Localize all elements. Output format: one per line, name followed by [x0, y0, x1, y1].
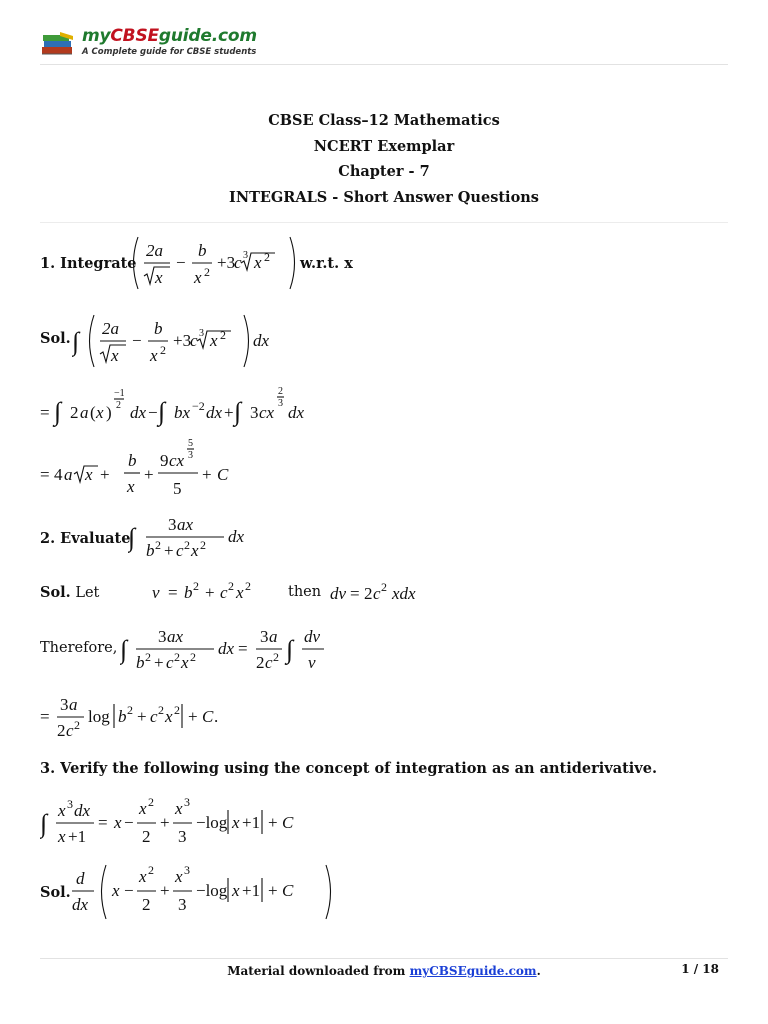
svg-text:3: 3	[184, 863, 190, 877]
svg-text:+: +	[268, 813, 278, 832]
svg-text:2: 2	[264, 250, 270, 264]
svg-text:x: x	[58, 827, 66, 846]
svg-text:2: 2	[228, 580, 234, 593]
svg-text:b: b	[128, 451, 137, 470]
svg-text:C: C	[282, 813, 294, 832]
svg-text:3: 3	[184, 795, 190, 809]
svg-text:2: 2	[184, 538, 190, 552]
svg-text:dx: dx	[253, 331, 270, 350]
svg-text:2: 2	[116, 400, 121, 411]
svg-text:x: x	[139, 867, 147, 886]
q3-statement	[40, 794, 340, 852]
svg-text:d: d	[76, 869, 85, 888]
svg-text:3: 3	[168, 515, 177, 534]
q2-substitution	[150, 580, 280, 606]
svg-text:x: x	[127, 477, 135, 496]
svg-text:x: x	[236, 583, 244, 602]
svg-text:b: b	[146, 541, 155, 560]
svg-text:2: 2	[174, 703, 180, 717]
svg-text:x: x	[210, 331, 218, 350]
svg-text:x: x	[175, 799, 183, 818]
q2-therefore-text: Therefore,	[40, 640, 118, 656]
svg-text:v: v	[152, 583, 160, 602]
svg-text:cx: cx	[259, 403, 275, 422]
svg-text:+1: +1	[242, 813, 261, 832]
svg-text:x: x	[181, 653, 189, 672]
svg-text:3: 3	[199, 328, 204, 339]
svg-text:+: +	[160, 881, 170, 900]
svg-text:3: 3	[178, 895, 187, 914]
svg-text:∫: ∫	[158, 397, 166, 426]
q2-differential	[328, 580, 438, 606]
site-logo[interactable]	[40, 26, 270, 62]
footer-note	[0, 964, 768, 978]
svg-text:9: 9	[160, 451, 169, 470]
title-line-chapter: Chapter - 7	[338, 163, 430, 180]
svg-text:dx: dx	[74, 801, 91, 820]
svg-text:∫: ∫	[286, 635, 294, 664]
svg-text:∫: ∫	[72, 327, 80, 356]
svg-text:x: x	[112, 881, 120, 900]
svg-text:=: =	[238, 639, 248, 658]
svg-text:(: (	[90, 403, 96, 422]
svg-text:b: b	[136, 653, 145, 672]
svg-text:x: x	[155, 268, 163, 287]
svg-text:2: 2	[245, 580, 251, 593]
svg-text:2: 2	[57, 721, 66, 740]
svg-text:+: +	[164, 541, 174, 560]
title-divider	[40, 222, 728, 223]
svg-text:C: C	[282, 881, 294, 900]
svg-text:5: 5	[188, 438, 193, 449]
svg-text:): )	[106, 403, 112, 422]
svg-text:−: −	[132, 331, 142, 350]
page-number: 1 / 18	[681, 962, 719, 976]
svg-text:+: +	[144, 465, 154, 484]
svg-text:a: a	[80, 403, 89, 422]
svg-text:c: c	[234, 253, 242, 272]
svg-text:xdx: xdx	[392, 584, 416, 603]
svg-text:2: 2	[70, 403, 79, 422]
svg-text:+: +	[205, 583, 215, 602]
svg-text:−log: −log	[196, 813, 228, 832]
svg-text:c: c	[66, 721, 74, 740]
document-title	[0, 108, 768, 210]
svg-text:2: 2	[273, 650, 279, 664]
svg-text:dx: dx	[130, 403, 147, 422]
svg-text:+: +	[202, 465, 212, 484]
svg-text:2: 2	[256, 653, 265, 672]
svg-text:x: x	[85, 465, 93, 484]
svg-text:=: =	[40, 403, 50, 422]
logo-wordmark: myCBSEguide.com	[82, 26, 257, 46]
svg-text:2: 2	[174, 650, 180, 664]
svg-text:+1: +1	[242, 881, 261, 900]
svg-text:x: x	[175, 867, 183, 886]
svg-text:dx: dx	[218, 639, 235, 658]
footer-text: Material downloaded from	[227, 964, 410, 978]
svg-text:∫: ∫	[234, 397, 242, 426]
svg-text:+: +	[154, 653, 164, 672]
svg-text:b: b	[154, 319, 163, 338]
question-3-prompt: 3. Verify the following using the concept of integration as an antiderivative.	[40, 760, 658, 777]
svg-text:=: =	[40, 465, 50, 484]
svg-text:2: 2	[193, 580, 199, 593]
footer-site-link[interactable]: myCBSEguide.com	[409, 964, 537, 978]
svg-text:2: 2	[142, 827, 151, 846]
svg-text:c: c	[373, 584, 381, 603]
svg-text:3: 3	[188, 450, 193, 461]
svg-text:2: 2	[155, 538, 161, 552]
svg-text:+3: +3	[217, 253, 236, 272]
svg-text:3: 3	[250, 403, 259, 422]
svg-text:3: 3	[278, 398, 283, 409]
svg-text:bx: bx	[174, 403, 191, 422]
svg-text:x: x	[114, 813, 122, 832]
svg-text:2: 2	[74, 718, 80, 732]
svg-text:2: 2	[127, 703, 133, 717]
svg-text:∫: ∫	[40, 809, 48, 838]
title-line-book: NCERT Exemplar	[313, 137, 455, 155]
svg-text:b: b	[184, 583, 193, 602]
footer-divider	[40, 958, 728, 959]
q3-solution-label: Sol.	[40, 884, 71, 901]
q1-solution-label: Sol.	[40, 330, 71, 347]
svg-text:3: 3	[178, 827, 187, 846]
svg-text:dx: dx	[288, 403, 305, 422]
svg-text:ax: ax	[167, 627, 184, 646]
svg-text:cx: cx	[169, 451, 185, 470]
svg-text:log: log	[88, 707, 110, 726]
svg-text:−: −	[176, 253, 186, 272]
svg-text:2a: 2a	[146, 241, 163, 260]
svg-text:x: x	[58, 801, 66, 820]
q1-solution-integral	[72, 312, 282, 370]
svg-text:+: +	[188, 707, 198, 726]
svg-text:4: 4	[54, 465, 63, 484]
header-divider	[40, 64, 728, 65]
q2-solution-label: Sol.	[40, 584, 71, 601]
svg-text:c: c	[176, 541, 184, 560]
q2-result	[40, 692, 260, 742]
svg-text:x: x	[232, 881, 240, 900]
svg-text:C: C	[217, 465, 229, 484]
q3-solution-derivative	[72, 862, 342, 922]
svg-text:c: c	[150, 707, 158, 726]
svg-text:2a: 2a	[102, 319, 119, 338]
svg-text:2: 2	[158, 703, 164, 717]
svg-text:3: 3	[260, 627, 269, 646]
svg-text:c: c	[166, 653, 174, 672]
svg-text:=: =	[98, 813, 108, 832]
title-line-course: CBSE Class–12 Mathematics	[268, 112, 500, 129]
svg-text:x: x	[165, 707, 173, 726]
svg-text:2: 2	[364, 584, 373, 603]
svg-text:+: +	[268, 881, 278, 900]
q2-transformed-integral	[120, 622, 340, 678]
svg-text:−: −	[124, 881, 134, 900]
svg-text:∫: ∫	[54, 397, 62, 426]
svg-text:2: 2	[160, 343, 166, 357]
svg-text:dx: dx	[206, 403, 223, 422]
q2-then-text: then	[288, 584, 322, 600]
svg-text:dv: dv	[330, 584, 347, 603]
svg-text:a: a	[69, 695, 78, 714]
svg-text:2: 2	[200, 538, 206, 552]
q2-expression	[128, 510, 258, 566]
svg-text:−: −	[148, 403, 158, 422]
svg-text:a: a	[269, 627, 278, 646]
svg-text:2: 2	[145, 650, 151, 664]
svg-text:+: +	[224, 403, 234, 422]
svg-text:x: x	[191, 541, 199, 560]
svg-text:x: x	[194, 268, 202, 287]
svg-text:+: +	[100, 465, 110, 484]
svg-text:3: 3	[158, 627, 167, 646]
svg-text:+: +	[137, 707, 147, 726]
svg-text:3: 3	[243, 250, 248, 261]
q1-result	[40, 436, 300, 500]
svg-text:x: x	[111, 346, 119, 365]
svg-text:c: c	[220, 583, 228, 602]
svg-text:=: =	[40, 707, 50, 726]
svg-text:−log: −log	[196, 881, 228, 900]
svg-text:b: b	[118, 707, 127, 726]
title-line-topic: INTEGRALS - Short Answer Questions	[229, 188, 539, 206]
question-2-prompt: 2. Evaluate	[40, 530, 131, 547]
svg-text:x: x	[232, 813, 240, 832]
svg-text:5: 5	[173, 479, 182, 498]
svg-text:2: 2	[148, 863, 154, 877]
svg-text:∫: ∫	[120, 635, 128, 664]
q2-solution-let	[40, 584, 99, 601]
svg-text:2: 2	[381, 580, 387, 594]
svg-text:∫: ∫	[128, 523, 136, 552]
svg-text:c: c	[190, 331, 198, 350]
svg-text:x: x	[150, 346, 158, 365]
svg-text:+: +	[160, 813, 170, 832]
q1-expression	[128, 234, 308, 292]
svg-text:x: x	[254, 253, 262, 272]
q1-step-expanded	[40, 386, 340, 428]
svg-text:+1: +1	[68, 827, 87, 846]
svg-text:dv: dv	[304, 627, 321, 646]
question-1-prompt: 1. Integrate	[40, 255, 137, 272]
svg-text:2: 2	[148, 795, 154, 809]
svg-text:−2: −2	[192, 399, 205, 413]
svg-text:2: 2	[204, 265, 210, 279]
svg-text:3: 3	[67, 797, 73, 811]
svg-text:=: =	[168, 583, 178, 602]
svg-text:2: 2	[190, 650, 196, 664]
logo-tagline: A Complete guide for CBSE students	[82, 47, 257, 57]
svg-text:2: 2	[142, 895, 151, 914]
svg-text:C: C	[202, 707, 214, 726]
question-1-suffix: w.r.t. x	[300, 255, 353, 272]
footer-period: .	[536, 964, 541, 978]
svg-text:ax: ax	[177, 515, 194, 534]
svg-text:=: =	[350, 584, 360, 603]
svg-text:−1: −1	[114, 388, 125, 399]
svg-text:x: x	[139, 799, 147, 818]
svg-text:2: 2	[278, 386, 283, 397]
svg-text:+3: +3	[173, 331, 192, 350]
q2-let-text: Let	[75, 585, 100, 601]
svg-text:a: a	[64, 465, 73, 484]
svg-text:.: .	[214, 707, 219, 726]
svg-text:2: 2	[220, 328, 226, 342]
svg-text:dx: dx	[72, 895, 89, 914]
svg-text:x: x	[96, 403, 104, 422]
books-icon	[40, 30, 76, 58]
svg-text:−: −	[124, 813, 134, 832]
svg-text:v: v	[308, 653, 316, 672]
svg-text:c: c	[265, 653, 273, 672]
svg-text:3: 3	[60, 695, 69, 714]
svg-text:b: b	[198, 241, 207, 260]
svg-text:dx: dx	[228, 527, 245, 546]
